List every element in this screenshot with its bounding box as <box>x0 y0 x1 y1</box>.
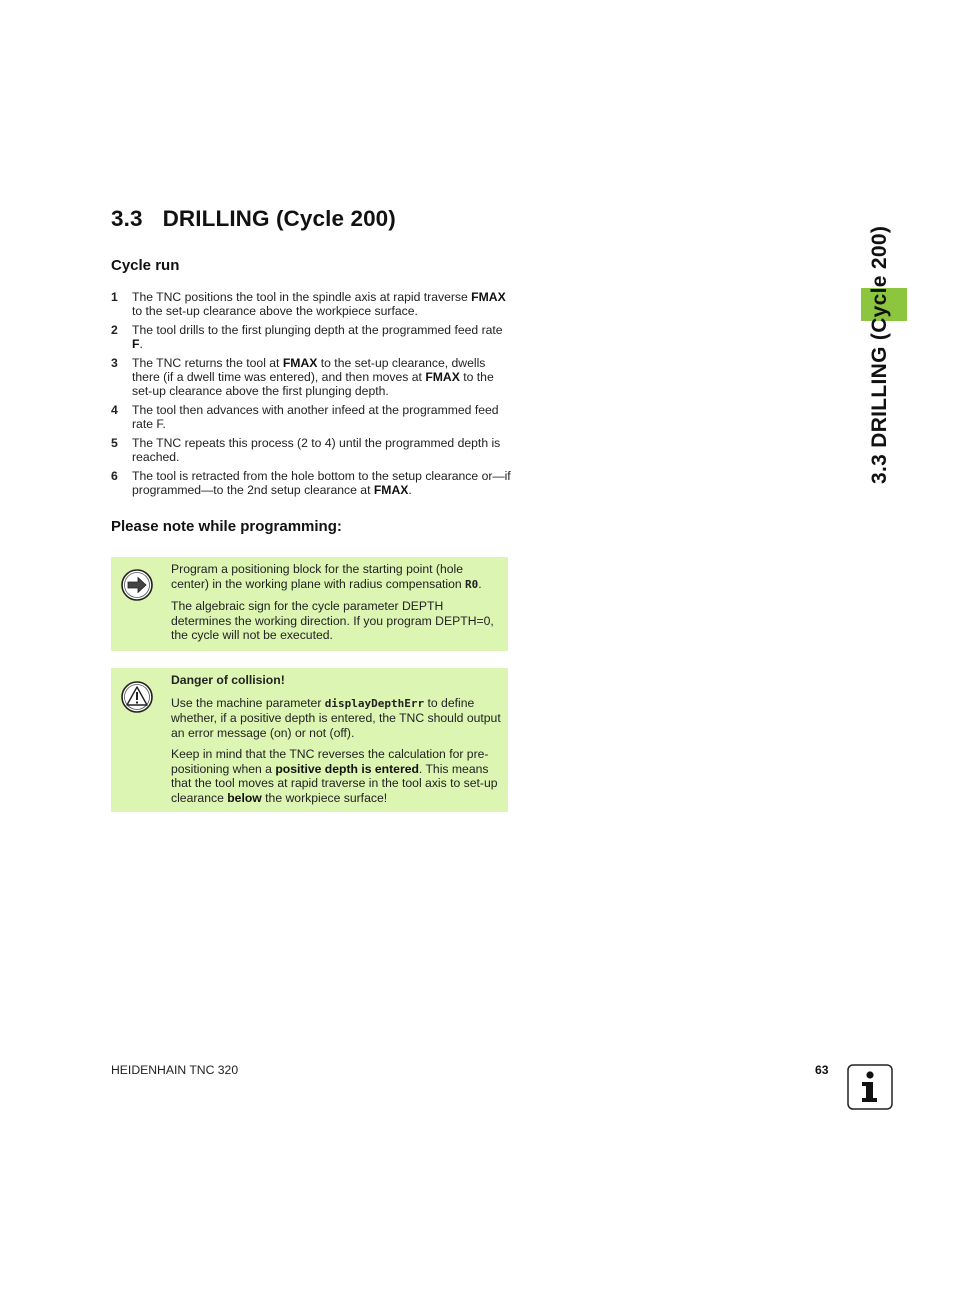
page-number: 63 <box>815 1063 829 1077</box>
cycle-step-4: 4 The tool then advances with another infeed at the programmed feed rate F. <box>111 403 499 431</box>
step-number: 5 <box>111 436 118 450</box>
step-number: 4 <box>111 403 118 417</box>
note2-paragraph-1: Use the machine parameter displayDepthErr to define whether, if a positive depth is entered, the TNC should output an error message (on) or not (off). <box>171 695 501 740</box>
section-title: DRILLING (Cycle 200) <box>162 206 396 231</box>
arrow-right-icon <box>121 569 153 601</box>
note1-text <box>171 562 502 650</box>
step-number: 6 <box>111 469 118 483</box>
note1-paragraph-1: Program a positioning block for the starting point (hole center) in the working plane with radius compensation R0. <box>171 562 482 591</box>
note-box-warning <box>111 668 508 812</box>
info-icon <box>847 1064 893 1110</box>
danger-heading: Danger of collision! <box>171 673 285 687</box>
cycle-run-steps <box>111 290 511 502</box>
footer-product: HEIDENHAIN TNC 320 <box>111 1063 239 1077</box>
step-number: 1 <box>111 290 118 304</box>
cycle-step-2: 2 The tool drills to the first plunging depth at the programmed feed rate F. <box>111 323 503 351</box>
warning-icon <box>121 681 153 713</box>
note2-paragraph-2: Keep in mind that the TNC reverses the calculation for pre-positioning when a positive depth is entered. This means that the tool moves at rapid traverse in the tool axis to set-up clearance below the workpiece surface! <box>171 747 498 805</box>
page-title <box>111 206 396 232</box>
note-box-info <box>111 557 508 651</box>
note2-text <box>171 673 502 812</box>
code-display-depth-err: displayDepthErr <box>324 696 425 710</box>
cycle-run-heading: Cycle run <box>111 257 180 274</box>
section-number: 3.3 <box>111 206 143 231</box>
side-running-title: 3.3 DRILLING (Cycle 200) <box>868 225 891 484</box>
note1-paragraph-2: The algebraic sign for the cycle parameter DEPTH determines the working direction. If you program DEPTH=0, the cycle will not be executed. <box>171 599 494 642</box>
cycle-step-1: 1 The TNC positions the tool in the spindle axis at rapid traverse FMAX to the set-up clearance above the workpiece surface. <box>111 290 506 318</box>
cycle-step-5: 5 The TNC repeats this process (2 to 4) until the programmed depth is reached. <box>111 436 501 464</box>
cycle-step-6: 6 The tool is retracted from the hole bottom to the setup clearance or—if programmed—to the 2nd setup clearance at FMAX. <box>111 469 511 497</box>
step-number: 3 <box>111 356 118 370</box>
code-r0: R0 <box>465 577 479 591</box>
cycle-step-3: 3 The TNC returns the tool at FMAX to the set-up clearance, dwells there (if a dwell time was entered), and then moves at FMAX to the set-up clearance above the first plunging depth. <box>111 356 494 398</box>
programming-heading: Please note while programming: <box>111 518 342 535</box>
step-number: 2 <box>111 323 118 337</box>
